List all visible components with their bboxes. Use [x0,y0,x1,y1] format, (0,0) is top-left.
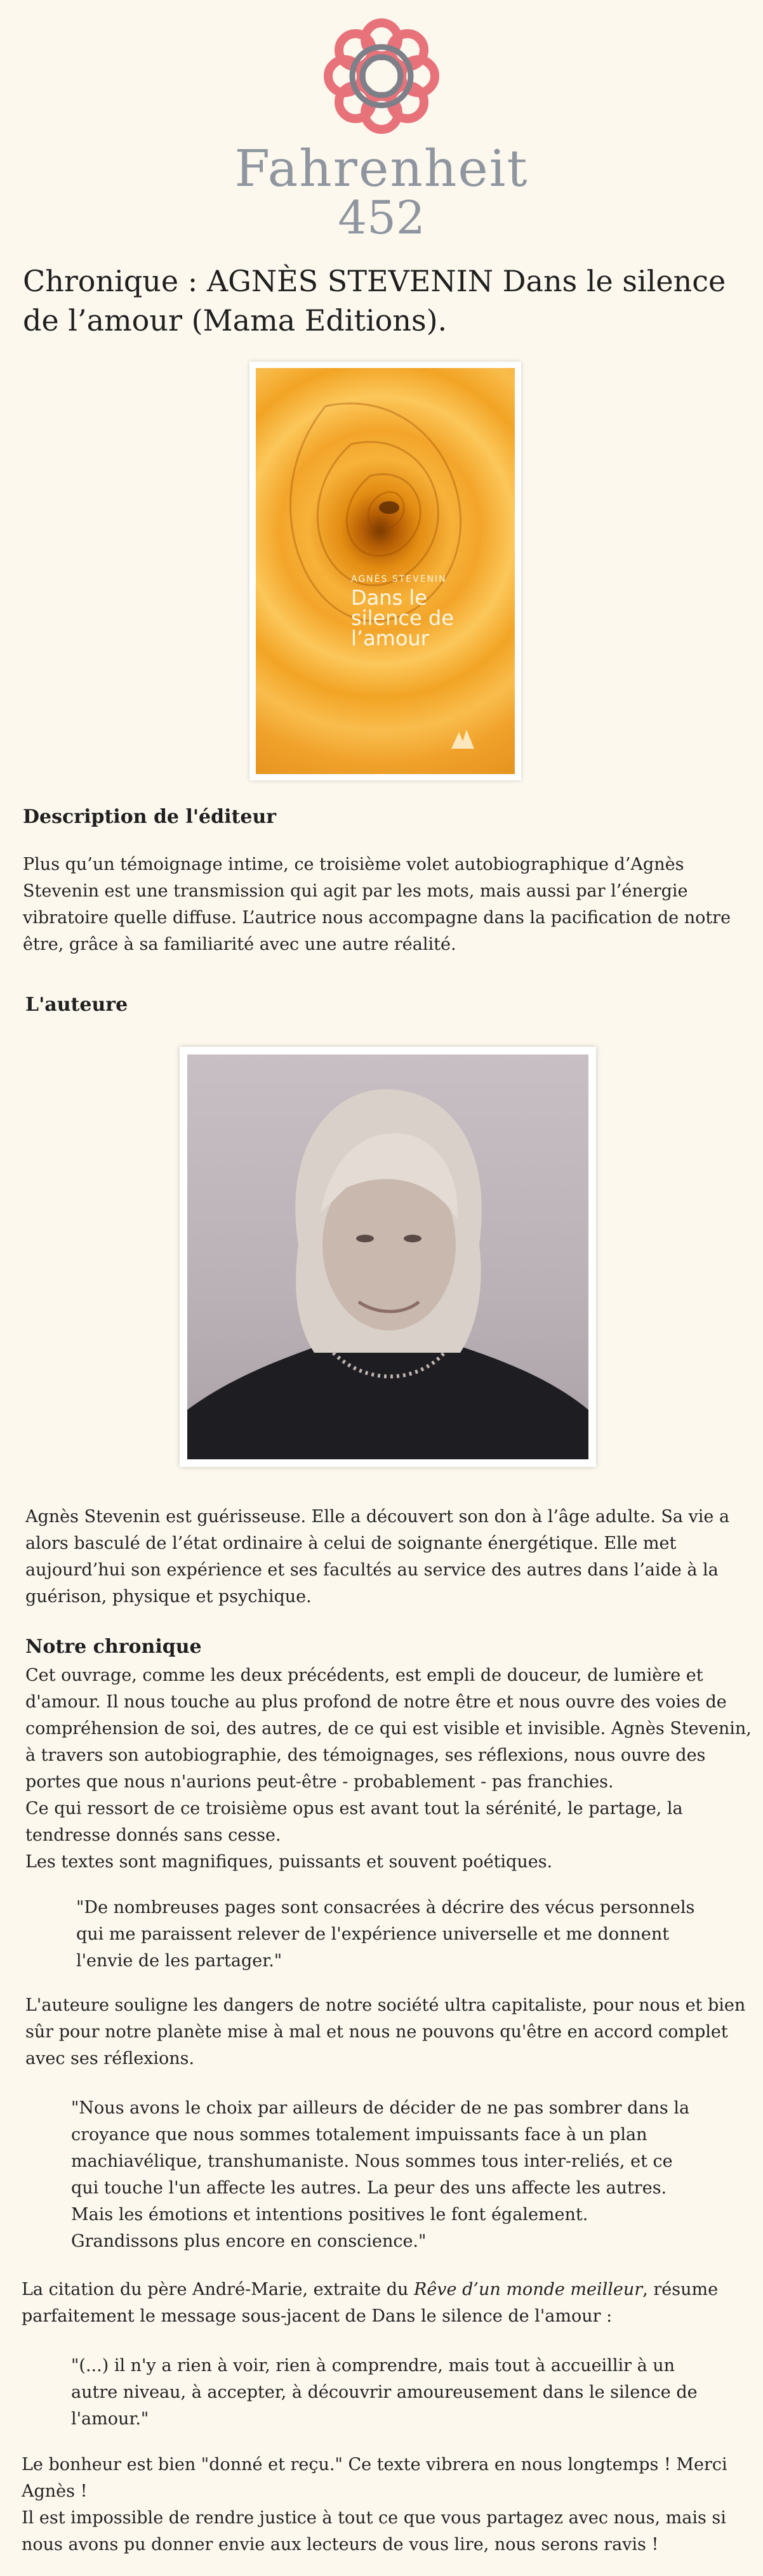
paragraph-5-end: , résume parfaitement le message sous-jacent de Dans le silence de l'amour : [22,2280,719,2326]
author-photo-frame[interactable] [180,1047,596,1467]
quote-3: "(...) il n'y a rien à voir, rien à comprendre, mais tout à accueillir à un autre niveau, à accepter, à découvrir amoureusement dans le silence de l'amour." [71,2356,698,2429]
quote-2-part-1: "Nous avons le choix par ailleurs de décider de ne pas sombrer dans la croyance que nous sommes totalement impuissants face à un plan machiavélique, transhumaniste. Nous sommes tous inter-reliés, et ce qui touche l'un affecte les autres. La peur des uns affecte les autres. [71,2098,690,2198]
book-cover-image [256,368,515,774]
rose-knot-logo-icon [318,13,445,140]
author-portrait-graphic [187,1055,588,1459]
chronique-paragraph-7: Il est impossible de rendre justice à tout ce que vous partagez avec nous, mais si nous avons pu donner envie aux lecteurs de vous lire, nous serons ravis ! [22,2508,726,2554]
logo-name: Fahrenheit [234,139,529,198]
page-title: Chronique : AGNÈS STEVENIN Dans le silence de l’amour (Mama Editions). [23,264,726,338]
chronique-paragraph-3: Les textes sont magnifiques, puissants et souvent poétiques. [25,1852,553,1872]
chronique-paragraph-5 [22,2277,745,2330]
chronique-paragraph-1: Cet ouvrage, comme les deux précédents, est empli de douceur, de lumière et d'amour. Il nous touche au plus profond de notre être et nous ouvre des voies de compréhension de soi, des autres, de ce qui est visible et invisible. Agnès Stevenin, à travers son autobiographie, des témoignages, ses réflexions, nous ouvre des portes que nous n'aurions peut-être - probablement - pas franchies. [25,1666,752,1792]
author-bio: Agnès Stevenin est guérisseuse. Elle a découvert son don à l’âge adulte. Sa vie a alors basculé de l’état ordinaire à celui de soignante énergétique. Elle met aujourd’hui son expérience et ses facultés au service des autres dans l’aide à la guérison, physique et psychique. [25,1507,730,1607]
description-text: Plus qu’un témoignage intime, ce troisième volet autobiographique d’Agnès Stevenin est une transmission qui agit par les mots, mais aussi par l’énergie vibratoire quelle diffuse. L’autrice nous accompagne dans la pacification de notre être, grâce à sa familiarité avec une autre réalité. [23,855,731,954]
chronique-paragraph-4: L'auteure souligne les dangers de notre société ultra capitaliste, pour nous et bien sûr pour notre planète mise à mal et nous ne pouvons qu'être en accord complet avec ses réflexions. [25,1995,746,2068]
chronique-paragraph-2: Ce qui ressort de ce troisième opus est avant tout la sérénité, le partage, la tendresse donnés sans cesse. [25,1799,683,1845]
book-reference: Rêve d’un monde meilleur [413,2280,643,2299]
author-photo [187,1055,588,1459]
publisher-mark-icon [446,723,478,755]
paragraph-5-start: La citation du père André-Marie, extraite du [22,2280,414,2299]
chronique-paragraph-6: Le bonheur est bien "donné et reçu." Ce texte vibrera en nous longtemps ! Merci Agnès ! [22,2455,727,2501]
logo-number: 452 [338,191,425,244]
description-heading: Description de l'éditeur [23,806,277,828]
rose-petals-graphic [256,368,515,774]
book-cover-frame[interactable] [249,362,521,780]
author-heading: L'auteure [25,994,128,1016]
site-logo[interactable] [0,13,763,244]
cover-author: AGNÈS STEVENIN [351,574,447,584]
quote-2 [71,2095,700,2255]
chronique-heading: Notre chronique [25,1636,202,1658]
cover-title: Dans le silence de l’amour [351,586,454,650]
quote-2-part-2: Mais les émotions et intentions positives le font également. Grandissons plus encore en conscience." [71,2205,588,2251]
quote-1: "De nombreuses pages sont consacrées à décrire des vécus personnels qui me paraissent relever de l'expérience universelle et me donnent l'envie de les partager." [76,1898,695,1971]
